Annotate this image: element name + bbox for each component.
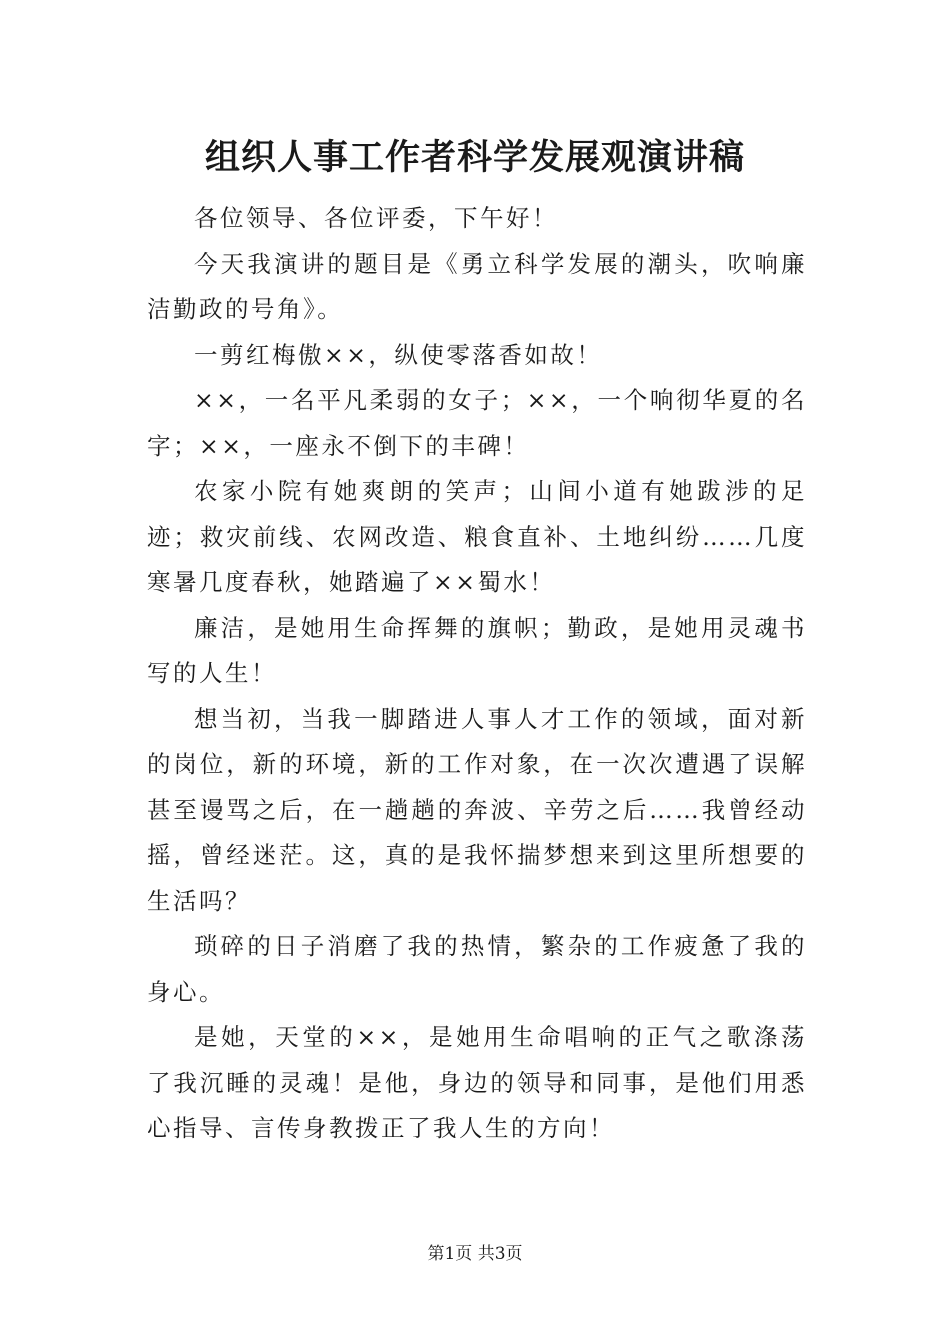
- paragraph: 廉洁，是她用生命挥舞的旗帜；勤政，是她用灵魂书写的人生！: [147, 613, 807, 687]
- paragraph: 各位领导、各位评委，下午好！: [194, 204, 558, 232]
- document-title: 组织人事工作者科学发展观演讲稿: [204, 137, 745, 178]
- paragraph: 想当初，当我一脚踏进人事人才工作的领域，面对新的岗位，新的环境，新的工作对象，在一次次遭遇了误解甚至谩骂之后，在一趟趟的奔波、辛劳之后……我曾经动摇，曾经迷茫。这，真的是我怀揣梦想来到这里所想要的生活吗？: [147, 704, 807, 915]
- document-body: [147, 196, 807, 1152]
- paragraph: 琐碎的日子消磨了我的热情，繁杂的工作疲惫了我的身心。: [147, 932, 807, 1006]
- paragraph: 今天我演讲的题目是《勇立科学发展的潮头，吹响廉洁勤政的号角》。: [147, 249, 807, 323]
- paragraph: ××，一名平凡柔弱的女子；××，一个响彻华夏的名字；××，一座永不倒下的丰碑！: [147, 386, 807, 460]
- page-number-footer: 第1页 共3页: [427, 1244, 523, 1264]
- paragraph: 农家小院有她爽朗的笑声；山间小道有她跋涉的足迹；救灾前线、农网改造、粮食直补、土地纠纷……几度寒暑几度春秋，她踏遍了××蜀水！: [147, 477, 807, 596]
- paragraph: 是她，天堂的××，是她用生命唱响的正气之歌涤荡了我沉睡的灵魂！是他，身边的领导和同事，是他们用悉心指导、言传身教拨正了我人生的方向！: [147, 1023, 807, 1142]
- paragraph: 一剪红梅傲××，纵使零落香如故！: [194, 340, 603, 369]
